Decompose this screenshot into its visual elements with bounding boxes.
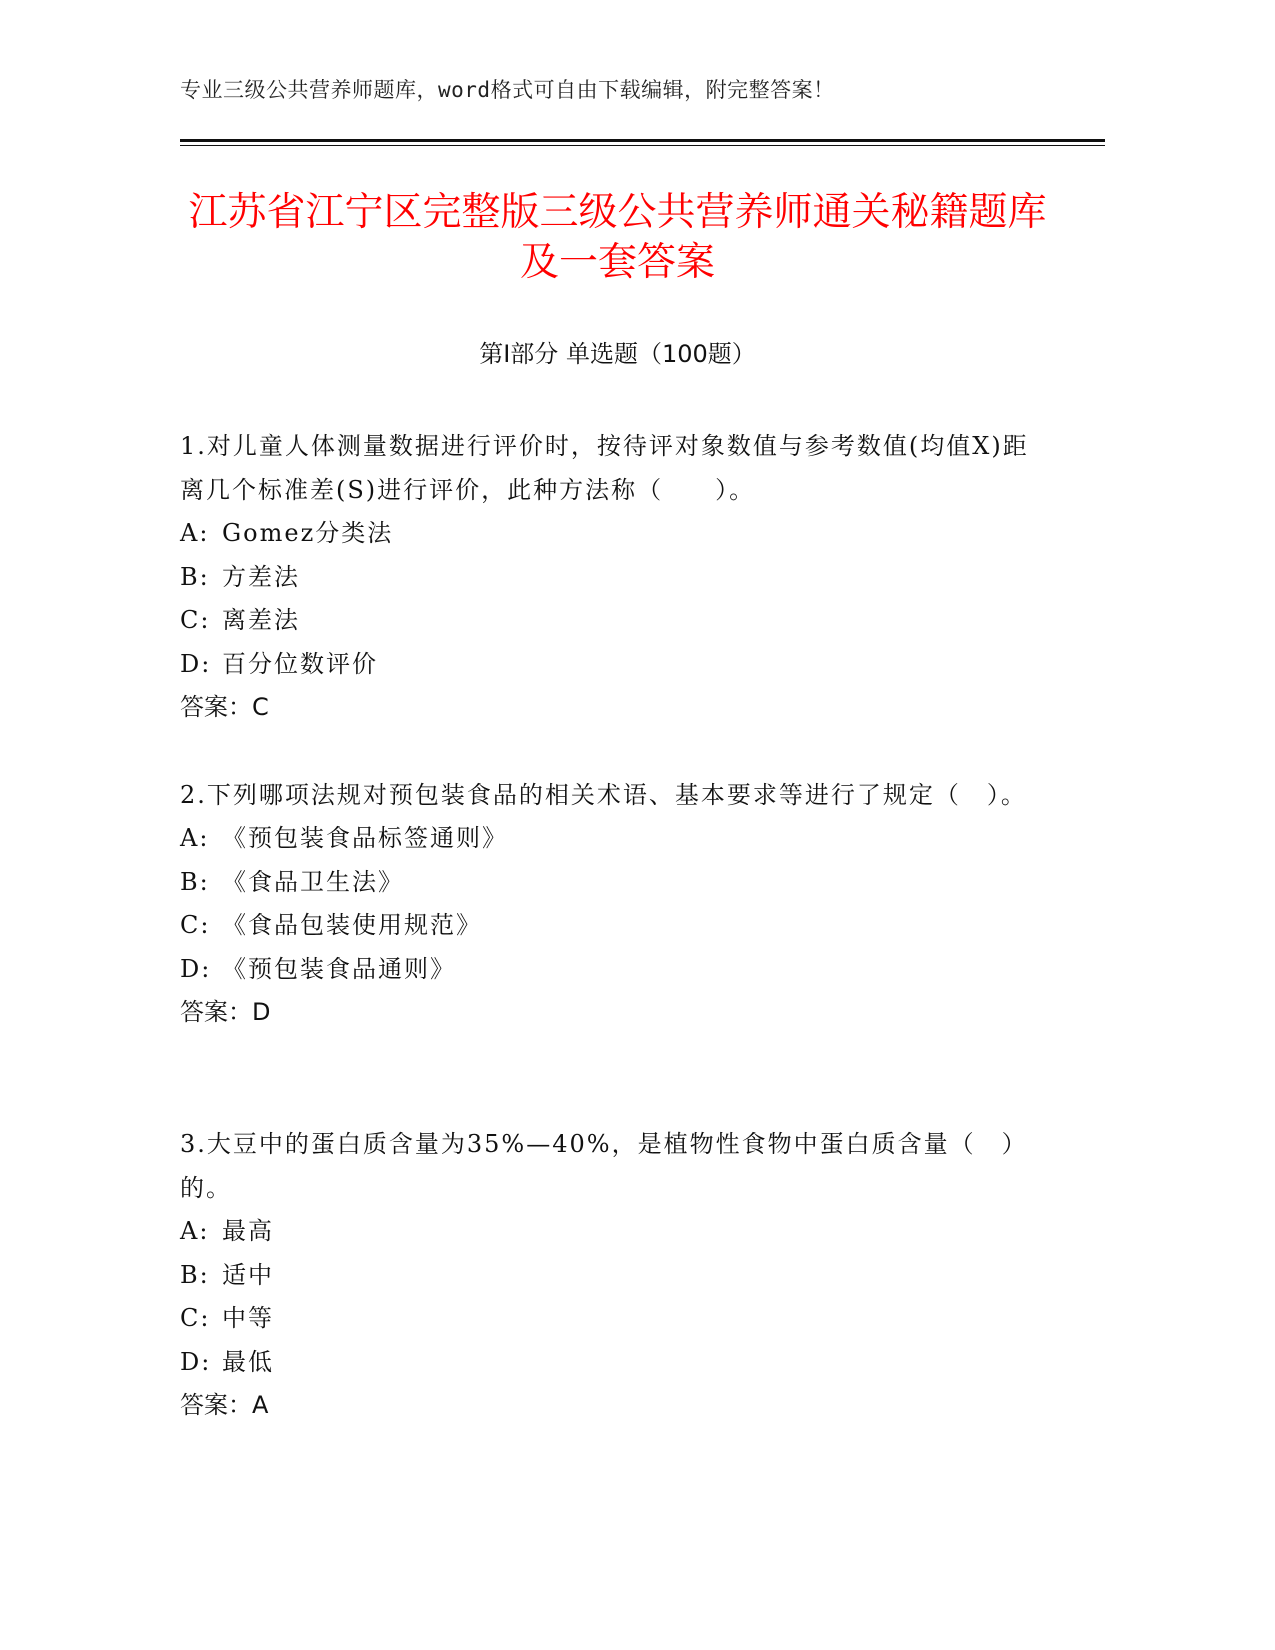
- option-letter: B:: [180, 1260, 210, 1289]
- option-letter: C:: [180, 911, 211, 939]
- option-a: [180, 512, 1040, 556]
- option-letter: A:: [180, 1217, 210, 1245]
- option-text: 百分位数评价: [222, 649, 378, 678]
- option-d: [180, 948, 1040, 992]
- answer-value: D: [252, 998, 271, 1026]
- option-text: 《食品卫生法》: [222, 867, 404, 896]
- option-c: [180, 904, 1040, 948]
- option-text: 最低: [222, 1347, 274, 1376]
- option-text: 最高: [222, 1217, 274, 1245]
- option-text: 《预包装食品通则》: [222, 954, 456, 983]
- option-letter: D:: [180, 1347, 212, 1376]
- question-stem: 3.大豆中的蛋白质含量为35%—40%，是植物性食物中蛋白质含量（ ）的。: [180, 1130, 1028, 1202]
- option-text: 《食品包装使用规范》: [222, 911, 482, 939]
- header-rule-thin: [180, 145, 1105, 146]
- header-note: 专业三级公共营养师题库，word格式可自由下载编辑，附完整答案！: [180, 78, 835, 102]
- question-2: [180, 773, 1040, 1034]
- option-b: [180, 556, 1040, 600]
- question-3: [180, 1122, 1040, 1427]
- answer-value: A: [252, 1391, 269, 1419]
- option-letter: C:: [180, 1304, 211, 1332]
- option-a: [180, 1210, 1040, 1254]
- option-letter: A:: [180, 519, 210, 547]
- question-stem: 1.对儿童人体测量数据进行评价时，按待评对象数值与参考数值(均值X)距离几个标准差(S)进行评价，此种方法称（ ）。: [180, 432, 1029, 504]
- section-heading: 第Ⅰ部分 单选题（100题）: [479, 340, 756, 368]
- answer-line: [180, 1384, 1040, 1427]
- option-letter: A:: [180, 824, 210, 852]
- answer-label: 答案：: [180, 998, 252, 1026]
- option-text: 中等: [222, 1304, 274, 1332]
- option-d: [180, 1341, 1040, 1385]
- option-d: [180, 643, 1040, 687]
- answer-value: C: [252, 693, 269, 721]
- option-a: [180, 817, 1040, 861]
- answer-line: [180, 991, 1040, 1034]
- option-b: [180, 1254, 1040, 1298]
- header-rule-thick: [180, 139, 1105, 142]
- option-c: [180, 1297, 1040, 1341]
- answer-label: 答案：: [180, 1391, 252, 1419]
- answer-line: [180, 686, 1040, 729]
- option-text: 《预包装食品标签通则》: [222, 824, 508, 852]
- option-text: 离差法: [222, 606, 300, 634]
- option-b: [180, 861, 1040, 905]
- option-letter: C:: [180, 606, 211, 634]
- option-text: 方差法: [222, 562, 300, 591]
- option-text: 适中: [222, 1260, 274, 1289]
- option-letter: B:: [180, 562, 210, 591]
- option-text: Gomez分类法: [222, 519, 394, 547]
- question-stem: 2.下列哪项法规对预包装食品的相关术语、基本要求等进行了规定（ ）。: [180, 781, 1027, 809]
- option-letter: D:: [180, 954, 212, 983]
- option-letter: B:: [180, 867, 210, 896]
- document-title: 江苏省江宁区完整版三级公共营养师通关秘籍题库及一套答案: [188, 190, 1047, 285]
- answer-label: 答案：: [180, 693, 252, 721]
- option-c: [180, 599, 1040, 643]
- option-letter: D:: [180, 649, 212, 678]
- question-1: [180, 424, 1040, 729]
